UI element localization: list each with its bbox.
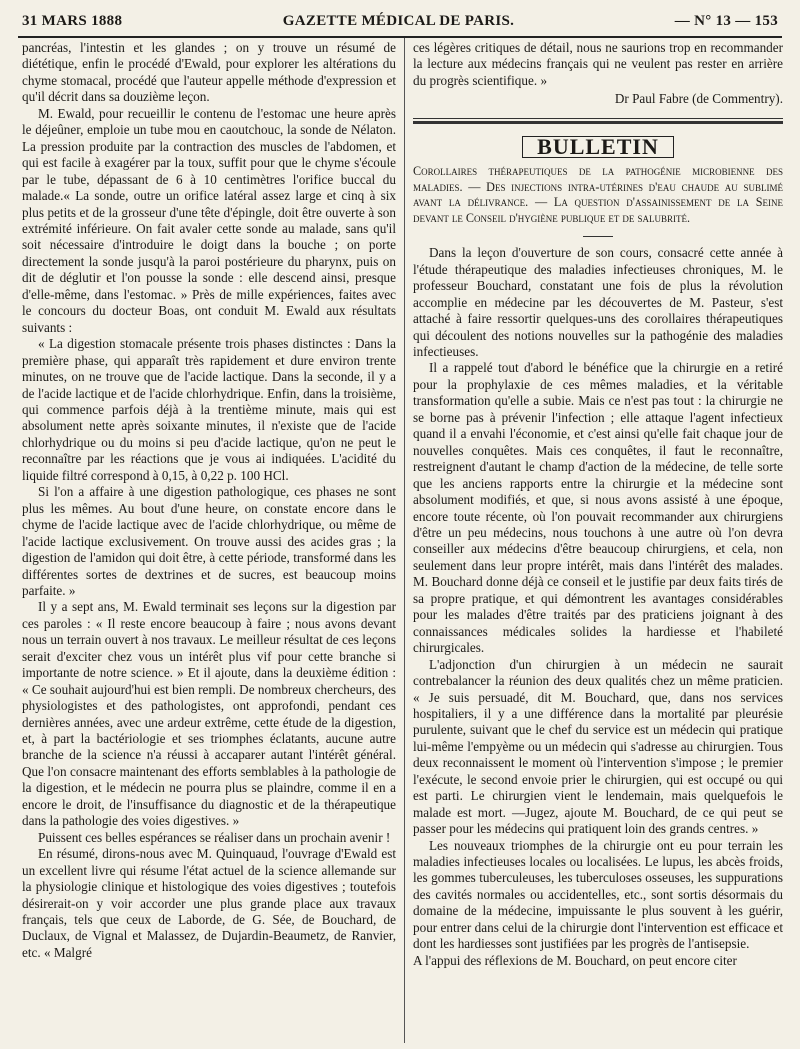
bulletin-heading-wrap — [413, 133, 783, 159]
section-rule-thick — [413, 121, 783, 124]
header-journal-title: GAZETTE MÉDICAL DE PARIS. — [282, 12, 515, 29]
header-date: 31 MARS 1888 — [22, 12, 123, 29]
author-signature: Dr Paul Fabre (de Commentry). — [614, 91, 783, 107]
paragraph: Puissent ces belles espérances se réaliser dans un prochain avenir ! — [38, 829, 391, 845]
left-column — [22, 40, 396, 961]
paragraph: pancréas, l'intestin et les glandes ; on y trouve un résumé de diététique, enfin le procédé d'Ewald, pour explorer les altérations du chyme stomacal, procédé que l'auteur appelle méthode d'expression et qu'il décrit dans sa douzième leçon. — [22, 40, 396, 105]
paragraph: A l'appui des réflexions de M. Bouchard, on peut encore citer — [413, 952, 737, 968]
section-rule-thin — [413, 118, 783, 119]
paragraph: En résumé, dirons-nous avec M. Quinquaud, l'ouvrage d'Ewald est un excellent livre qui résume l'état actuel de la science allemande sur la physiologie clinique et histologique des voies digestives ; toutefois désirerait-on y voir accorder une plus grande place aux travaux français, tels que ceux de Laborde, de G. Sée, de Bouchard, de Duclaux, de Vignal et Malassez, de Dujardin-Beaumetz, de Ranvier, etc. « Malgré — [22, 846, 396, 960]
paragraph: Les nouveaux triomphes de la chirurgie ont eu pour terrain les maladies infectieuses locales ou localisées. Le lupus, les abcès froids, les gommes tuberculeuses, les tuberculoses osseuses, les suppurations des cavités normales ou accidentelles, etc., sont sortis désormais du domaine de la médecine, impuissante le plus souvent à les guérir, pour entrer dans celui de la chirurgie dont l'intervention est efficace et dont les hardiesses sont justifiées par les progrès de l'antisepsie. — [413, 837, 783, 952]
paragraph: L'adjonction d'un chirurgien à un médecin ne saurait contrebalancer la réunion des deux qualités chez un même praticien. « Je suis persuadé, dit M. Bouchard, que, dans nos services hospitaliers, il y a une différence dans la mortalité par pleurésie purulente, suivant que le chef du service est un médecin qui pratique lui-même l'empyème ou un médecin qui s'adresse au chirurgien. Tous deux reconnaissent le moment où l'intervention s'impose ; le premier l'exécute, le second envoie prier le chirurgien, qui est occupé ou qui est parti. Le chirurgien vient le lendemain, mais quelquefois le malade est mort. —Jugez, ajoute M. Bouchard, de ce qui peut se passer pour les médecins qui pratiquent loin des grands centres. » — [413, 656, 783, 837]
bulletin-body — [413, 245, 783, 969]
paragraph: « La digestion stomacale présente trois phases distinctes : Dans la première phase, qui apparaît très rapidement et dure environ trente minutes, on ne trouve que de l'acide lactique. Dans la seconde, il y a de l'acide lactique et de l'acide chlorhydrique. Enfin, dans la troisième, qui commence parfois déjà à la trentième minute, mais qui est absolument nette après soixante minutes, il n'existe que de l'acide chlorhydrique ou du moins si peu d'acide lactique, qu'on ne peut le reconnaître par les réactions que je vous ai indiquées. L'acidité du liquide filtré correspond à 0,15, à 0,22 p. 100 HCl. — [22, 336, 396, 483]
paragraph: Dans la leçon d'ouverture de son cours, consacré cette année à l'étude thérapeutique des maladies infectieuses chroniques, M. le professeur Bouchard, constatant une fois de plus la révolution accomplie en médecine par les découvertes de M. Pasteur, s'est attaché à faire ressortir quelques-uns des corollaires thérapeutiques qui découlent des notions nouvelles sur la pathogénie des maladies infectieuses. — [413, 245, 783, 359]
bulletin-summary: Corollaires thérapeutiques de la pathogénie microbienne des maladies. — Des injections intra-utérines d'eau chaude au sublimé avant la délivrance. — La question d'assainissement de la Seine devant le Conseil d'hygiène publique et de salubrité. — [413, 164, 783, 225]
paragraph: Si l'on a affaire à une digestion pathologique, ces phases ne sont plus les mêmes. Au bout d'une heure, on constate encore dans le chyme de l'acide lactique avec de l'acide chlorhydrique, ou même de l'acide lactique exclusivement. On trouve aussi des acides gras ; la digestion de l'amidon qui doit être, à cette période, transformé dans les différentes sortes de dextrines et de sucres, est beaucoup moins parfaite. » — [22, 484, 396, 598]
continuation-paragraph: ces légères critiques de détail, nous ne saurions trop en recommander la lecture aux médecins français qui ne veulent pas rester en arrière du progrès scientifique. » — [413, 40, 783, 88]
paragraph: Il y a sept ans, M. Ewald terminait ses leçons sur la digestion par ces paroles : « Il reste encore beaucoup à faire ; nous avons devant nous un terrain ouvert à nos travaux. Le meilleur résultat de ces leçons serait d'exciter chez vous un intérêt plus vif pour cette branche si importante de notre science. » Et il ajoute, dans la deuxième édition : « Ce souhait aujourd'hui est bien rempli. De nombreux chercheurs, des physiologistes et des pathologistes, ont approfondi, pendant ces dernières années, avec une ardeur extrême, cette étude de la digestion, et, à part la bactériologie et ses triomphes éclatants, aucune autre branche de la science n'a réussi à accaparer autant l'intérêt général. Que l'on consacre maintenant des efforts semblables à la pathologie de la digestion, et le médecin ne pourra plus se plaindre, comme il en a encore le droit, de l'insuffisance du diagnostic et de la thérapeutique dans la pathologie des voies digestives. » — [22, 599, 396, 829]
paragraph: Il a rappelé tout d'abord le bénéfice que la chirurgie en a retiré pour la prophylaxie de ces mêmes maladies, et la véritable transformation qu'elle a subie. Mais ce n'est pas tout : la chirurgie ne se borne pas à prévenir l'infection ; elle attaque l'agent infectieux quand il a envahi l'économie, et c'est ainsi qu'elle fait chaque jour de nouvelles conquêtes. Mais ces conquêtes, il faut le reconnaître, restreignent d'autant le champ d'action de la médecine, de telle sorte que les anciens rapports entre la chirurgie et la médecine sont absolument modifiés, et que, si nous avons assisté à une époque, encore toute récente, où l'on pouvait recommander aux chirurgiens d'être un peu médecins, nous touchons à une autre où l'on devra conseiller aux médecins d'être beaucoup chirurgiens, et cela, non seulement dans leur propre intérêt, mais dans l'intérêt des malades. M. Bouchard donne déjà ce conseil et le justifie par deux faits tirés de sa propre pratique, et qui démontrent les avantages considérables pour les malades d'être traités par des praticiens joignant à des connaissances médicales solides la hardiesse et l'habileté chirurgicales. — [413, 360, 783, 656]
page-header — [22, 8, 778, 34]
bulletin-heading: BULLETIN — [522, 136, 674, 158]
right-column — [413, 40, 783, 969]
column-separator — [404, 38, 405, 1043]
header-rule — [18, 36, 782, 38]
summary-rule — [583, 236, 613, 237]
header-page-number: — N° 13 — 153 — [674, 12, 778, 29]
paragraph: M. Ewald, pour recueillir le contenu de l'estomac une heure après le déjeûner, emploie un tube mou en caoutchouc, la sonde de Nélaton. La pression produite par la contraction des muscles de l'abdomen, et qui est facile à exagérer par la toux, suffit pour que le chyme s'écoule par le tube, dépassant de 6 à 10 centimètres l'orifice buccal du malade.« La sonde, outre un orifice latéral assez large et cinq à six plus petits et de la grosseur d'une tête d'épingle, doit être ouverte à son extrémité inférieure. On fait avaler cette sonde au malade, sans qu'il soit nécessaire d'introduire le doigt dans la bouche ; on porte directement la sonde jusqu'à la paroi postérieure du pharynx, puis on dit de déglutir et l'on pousse la sonde : elle descend ainsi, presque d'elle-même, dans l'estomac. » Près de mille expériences, faites avec le concours du docteur Boas, ont conduit M. Ewald aux résultats suivants : — [22, 105, 396, 335]
